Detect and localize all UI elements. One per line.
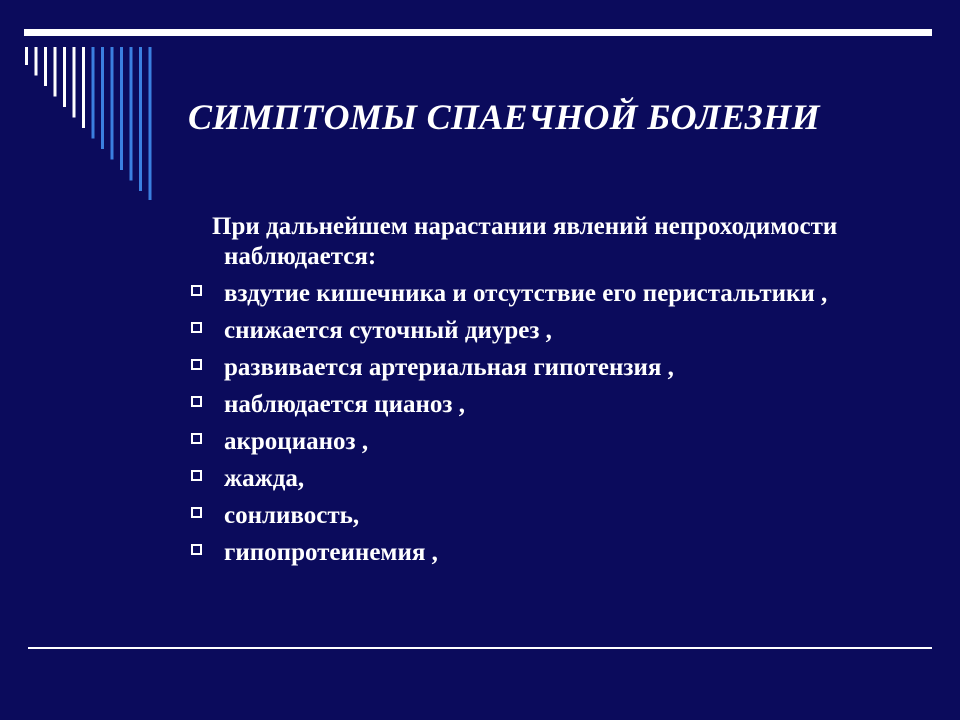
stripe-bar [111,47,114,160]
hollow-square-icon [191,507,202,518]
intro-text: При дальнейшем нарастании явлений непроходимости наблюдается: [212,213,838,270]
hollow-square-icon [191,544,202,555]
stripe-bar [54,47,57,97]
stripe-bar [35,47,38,76]
symptom-item [188,279,888,309]
stripe-bar [139,47,142,191]
symptom-text: жажда, [224,465,305,492]
slide-title: СИМПТОМЫ СПАЕЧНОЙ БОЛЕЗНИ [188,97,820,137]
stripe-bar [25,47,28,65]
symptom-text: сонливость, [224,502,360,529]
decorative-stripes [0,0,170,200]
symptom-item [188,427,888,457]
symptom-item [188,353,888,383]
symptom-item [188,390,888,420]
hollow-square-icon [191,433,202,444]
stripe-bar [149,47,152,200]
symptom-item [188,501,888,531]
symptom-item [188,316,888,346]
stripe-bar [130,47,133,181]
stripe-bar [44,47,47,86]
hollow-square-icon [191,396,202,407]
stripe-bar [73,47,76,118]
symptom-text: наблюдается цианоз , [224,391,465,418]
symptom-list [188,279,888,568]
symptom-text: развивается артериальная гипотензия , [224,354,674,381]
hollow-square-icon [191,322,202,333]
stripe-bar [92,47,95,139]
slide-body [188,212,888,575]
hollow-square-icon [191,285,202,296]
symptom-text: акроцианоз , [224,428,369,455]
symptom-text: снижается суточный диурез , [224,317,552,344]
symptom-text: гипопротеинемия , [224,539,438,566]
hollow-square-icon [191,470,202,481]
stripe-bar [63,47,66,107]
stripe-bar [101,47,104,149]
symptom-item [188,464,888,494]
hollow-square-icon [191,359,202,370]
bottom-rule [28,647,932,649]
symptom-item [188,538,888,568]
stripe-bar [82,47,85,128]
symptom-text: вздутие кишечника и отсутствие его перистальтики , [224,280,828,307]
stripe-bar [120,47,123,170]
